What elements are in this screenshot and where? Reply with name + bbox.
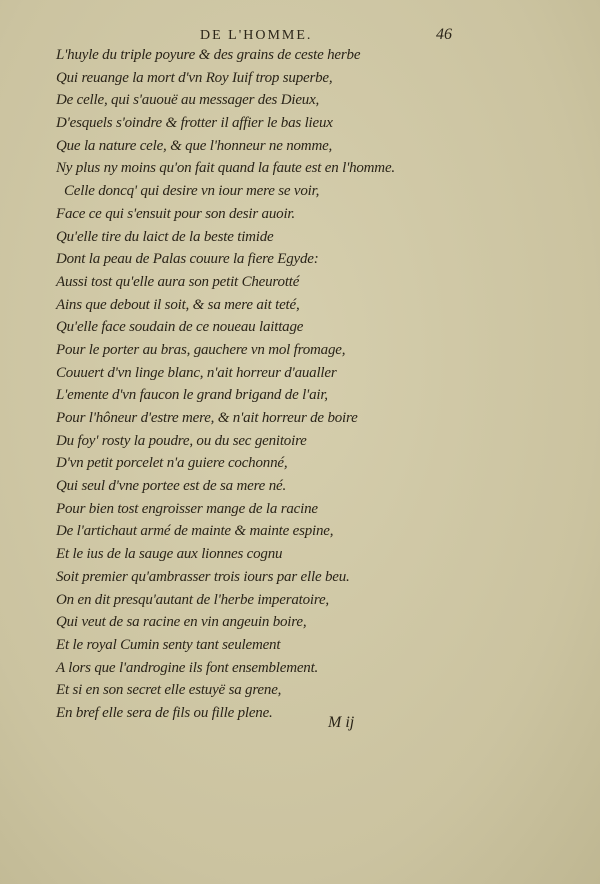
verse-line: Pour bien tost engroisser mange de la racine [56, 500, 318, 517]
poem-text [56, 44, 436, 725]
signature-mark: M ij [328, 714, 355, 731]
verse-line: Aussi tost qu'elle aura son petit Cheurotté [56, 273, 300, 290]
verse-line: En bref elle sera de fils ou fille plene. [56, 704, 273, 721]
verse-line: L'emente d'vn faucon le grand brigand de l'air, [56, 387, 328, 404]
verse-line: Celle doncq' qui desire vn iour mere se voir, [64, 183, 320, 200]
verse-line: Pour l'hôneur d'estre mere, & n'ait horreur de boire [56, 410, 358, 426]
verse-line: Du foy' rosty la poudre, ou du sec genitoire [56, 432, 307, 449]
running-title: DE L'HOMME. [200, 28, 313, 43]
verse-line: De celle, qui s'auouë au messager des Dieux, [56, 92, 320, 109]
verse-line: Et si en son secret elle estuyë sa grene, [56, 682, 282, 699]
verse-line: L'huyle du triple poyure & des grains de ceste herbe [56, 47, 361, 63]
verse-line: D'esquels s'oindre & frotter il affier le bas lieux [56, 115, 333, 132]
verse-line: Qui veut de sa racine en vin angeuin boire, [56, 614, 307, 631]
verse-line: D'vn petit porcelet n'a guiere cochonné, [56, 455, 288, 472]
verse-line: Qui seul d'vne portee est de sa mere né. [56, 478, 287, 495]
verse-line: A lors que l'androgine ils font ensemblement. [56, 659, 319, 676]
verse-line: Ny plus ny moins qu'on fait quand la faute est en l'homme. [56, 160, 395, 177]
verse-line: Ains que debout il soit, & sa mere ait teté, [56, 296, 300, 313]
verse-line: Pour le porter au bras, gauchere vn mol fromage, [56, 341, 346, 358]
verse-line: De l'artichaut armé de mainte & mainte espine, [56, 523, 334, 540]
verse-line: Qu'elle tire du laict de la beste timide [56, 228, 274, 245]
page-number: 46 [436, 26, 452, 43]
verse-line: Face ce qui s'ensuit pour son desir auoir. [56, 205, 295, 222]
verse-line: Et le ius de la sauge aux lionnes cognu [56, 546, 283, 563]
verse-line: On en dit presqu'autant de l'herbe imperatoire, [56, 591, 329, 608]
verse-line: Dont la peau de Palas couure la fiere Egyde: [56, 251, 319, 268]
verse-line: Qui reuange la mort d'vn Roy Iuif trop superbe, [56, 69, 333, 86]
verse-line: Que la nature cele, & que l'honneur ne nomme, [56, 137, 333, 154]
verse-line: Qu'elle face soudain de ce noueau laittage [56, 319, 304, 336]
verse-line: Couuert d'vn linge blanc, n'ait horreur d'aualler [56, 364, 337, 381]
verse-line: Soit premier qu'ambrasser trois iours par elle beu. [56, 568, 350, 585]
verse-line: Et le royal Cumin senty tant seulement [56, 636, 281, 653]
